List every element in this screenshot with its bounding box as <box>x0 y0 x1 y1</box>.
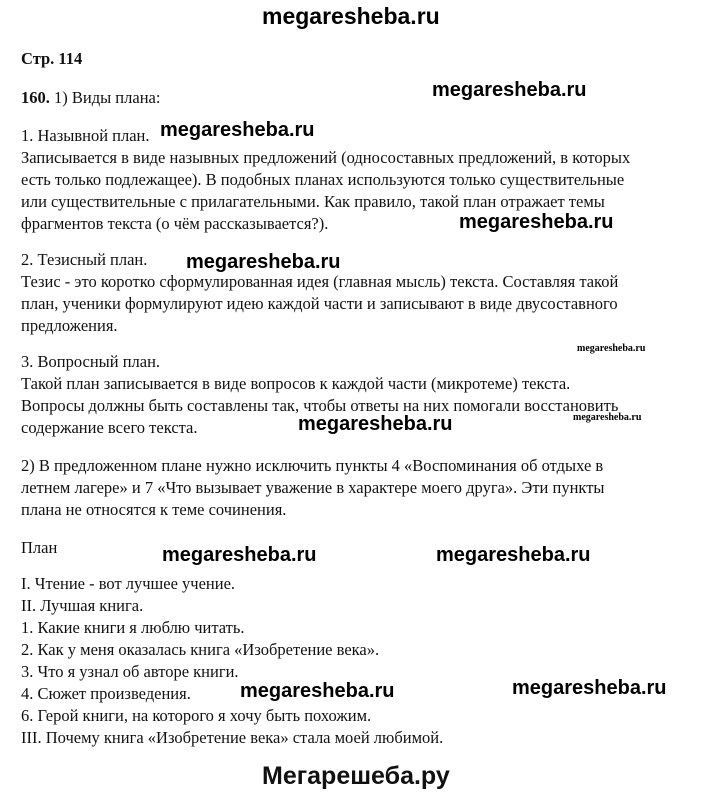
section-line: содержание всего текста. <box>21 418 198 437</box>
plan-item: I. Чтение - вот лучшее учение. <box>21 574 236 593</box>
section-title: 1. Назывной план. <box>21 126 150 145</box>
plan-list <box>21 573 701 749</box>
section-line: или существительные с прилагательными. Как правило, такой план отражает темы <box>21 192 605 211</box>
page-heading: Стр. 114 <box>21 49 83 68</box>
section-line: Записывается в виде назывных предложений (односоставных предложений, в которых <box>21 148 631 167</box>
plan-item: 4. Сюжет произведения. <box>21 684 191 703</box>
part2-line: плана не относятся к теме сочинения. <box>21 500 287 519</box>
section-line: предложения. <box>21 316 118 335</box>
task-intro <box>21 87 160 109</box>
section-title: 2. Тезисный план. <box>21 250 148 269</box>
watermark: megaresheba.ru <box>459 211 614 233</box>
watermark: megaresheba.ru <box>573 412 642 423</box>
part2-line: летнем лагере» и 7 «Что вызывает уважение в характере моего друга». Эти пункты <box>21 478 605 497</box>
watermark: megaresheba.ru <box>436 544 591 566</box>
plan-title: План <box>21 538 58 557</box>
task-number: 160. <box>21 88 50 107</box>
section-line: Вопросы должны быть составлены так, чтобы ответы на них помогали восстановить <box>21 396 619 415</box>
section-line: Тезис - это коротко сформулированная идея (главная мысль) текста. Составляя такой <box>21 272 619 291</box>
section-title: 3. Вопросный план. <box>21 352 161 371</box>
section-line: Такой план записывается в виде вопросов к каждой части (микротеме) текста. <box>21 374 571 393</box>
section-thesis-plan <box>21 249 701 337</box>
plan-item: II. Лучшая книга. <box>21 596 144 615</box>
footer-brand: Мегарешеба.ру <box>262 762 450 790</box>
watermark: megaresheba.ru <box>240 680 395 702</box>
section-line: есть только подлежащее). В подобных планах используются только существительные <box>21 170 625 189</box>
section-line: план, ученики формулируют идею каждой части и записывают в виде двусоставного <box>21 294 618 313</box>
watermark: megaresheba.ru <box>577 343 646 354</box>
watermark: megaresheba.ru <box>186 251 341 273</box>
part2-paragraph <box>21 455 701 521</box>
watermark: megaresheba.ru <box>512 677 667 699</box>
watermark: megaresheba.ru <box>162 544 317 566</box>
watermark: megaresheba.ru <box>432 79 587 101</box>
plan-item: 2. Как у меня оказалась книга «Изобретение века». <box>21 640 380 659</box>
part2-line: 2) В предложенном плане нужно исключить пункты 4 «Воспоминания об отдыхе в <box>21 456 604 475</box>
watermark: megaresheba.ru <box>298 413 453 435</box>
plan-item: III. Почему книга «Изобретение века» стала моей любимой. <box>21 728 444 747</box>
plan-item: 3. Что я узнал об авторе книги. <box>21 662 239 681</box>
task-intro-text: 1) Виды плана: <box>54 88 161 107</box>
plan-item: 6. Герой книги, на которого я хочу быть похожим. <box>21 706 372 725</box>
header-watermark: megaresheba.ru <box>262 3 440 29</box>
plan-item: 1. Какие книги я люблю читать. <box>21 618 245 637</box>
watermark: megaresheba.ru <box>160 119 315 141</box>
section-line: фрагментов текста (о чём рассказывается?). <box>21 214 329 233</box>
